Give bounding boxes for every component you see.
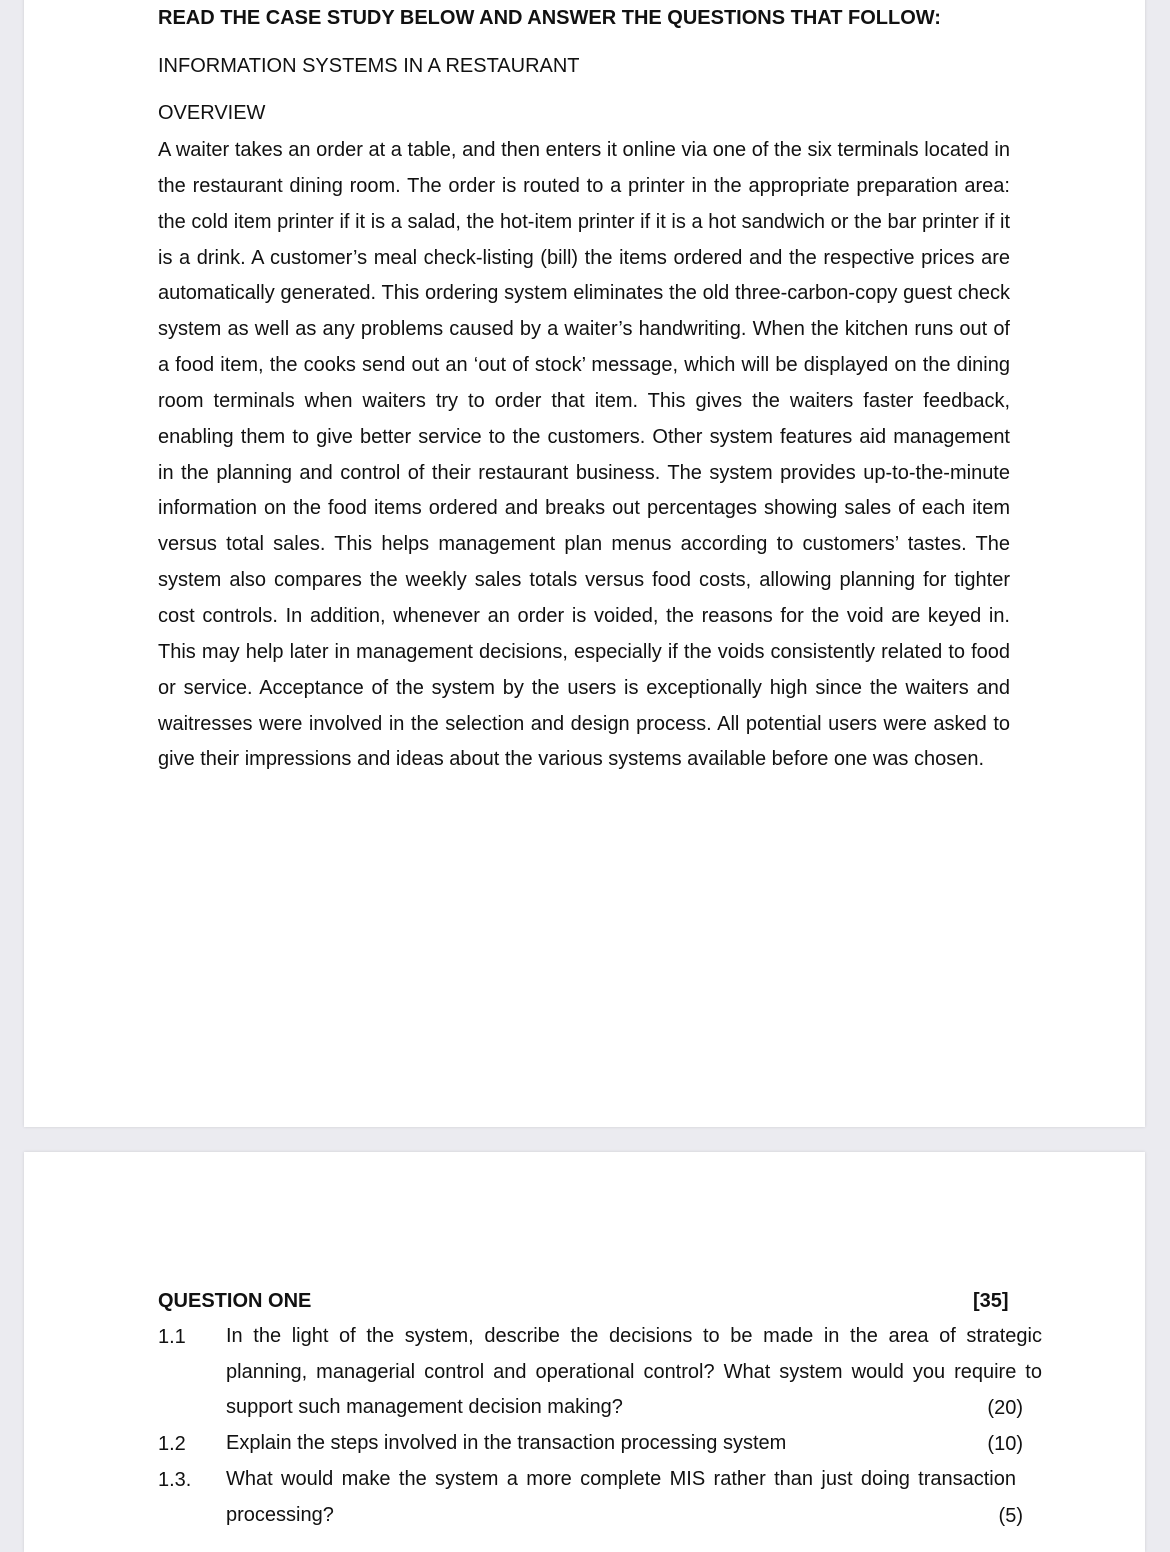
instruction-heading: READ THE CASE STUDY BELOW AND ANSWER THE QUESTIONS THAT FOLLOW:	[158, 7, 941, 29]
question-item-marks: (10)	[987, 1433, 1023, 1455]
question-title: QUESTION ONE	[158, 1290, 312, 1312]
question-item-text: In the light of the system, describe the decisions to be made in the area of strategic planning, managerial control and operational control? What system would you require to support such management decision making?	[226, 1325, 1042, 1419]
question-item-text: What would make the system a more complete MIS rather than just doing transaction processing?	[226, 1468, 1016, 1526]
question-item-marks: (5)	[998, 1505, 1023, 1527]
overview-paragraph: A waiter takes an order at a table, and then enters it online via one of the six terminals located in the restaurant dining room. The order is routed to a printer in the appropriate preparation area: the cold item printer if it is a salad, the hot-item printer if it is a hot sandwich or the bar printer if it is a drink. A customer’s meal check-listing (bill) the items ordered and the respective prices are automatically generated. This ordering system eliminates the old three-carbon-copy guest check system as well as any problems caused by a waiter’s handwriting. When the kitchen runs out of a food item, the cooks send out an ‘out of stock’ message, which will be displayed on the dining room terminals when waiters try to order that item. This gives the waiters faster feedback, enabling them to give better service to the customers. Other system features aid management in the planning and control of their restaurant business. The system provides up-to-the-minute information on the food items ordered and breaks out percentages showing sales of each item versus total sales. This helps management plan menus according to customers’ tastes. The system also compares the weekly sales totals versus food costs, allowing planning for tighter cost controls. In addition, whenever an order is voided, the reasons for the void are keyed in. This may help later in management decisions, especially if the voids consistently related to food or service. Acceptance of the system by the users is exceptionally high since the waiters and waitresses were involved in the selection and design process. All potential users were asked to give their impressions and ideas about the various systems available before one was chosen.	[158, 139, 1010, 771]
question-item-number: 1.3.	[158, 1469, 192, 1491]
document-page-1	[24, 0, 1145, 1127]
question-total-marks: [35]	[973, 1290, 1009, 1312]
question-item-text: Explain the steps involved in the transaction processing system	[226, 1432, 787, 1454]
question-item-number: 1.1	[158, 1326, 186, 1348]
question-item-number: 1.2	[158, 1433, 186, 1455]
question-item-marks: (20)	[987, 1397, 1023, 1419]
overview-heading: OVERVIEW	[158, 102, 266, 124]
case-title: INFORMATION SYSTEMS IN A RESTAURANT	[158, 55, 580, 77]
document-page-2	[24, 1152, 1145, 1552]
